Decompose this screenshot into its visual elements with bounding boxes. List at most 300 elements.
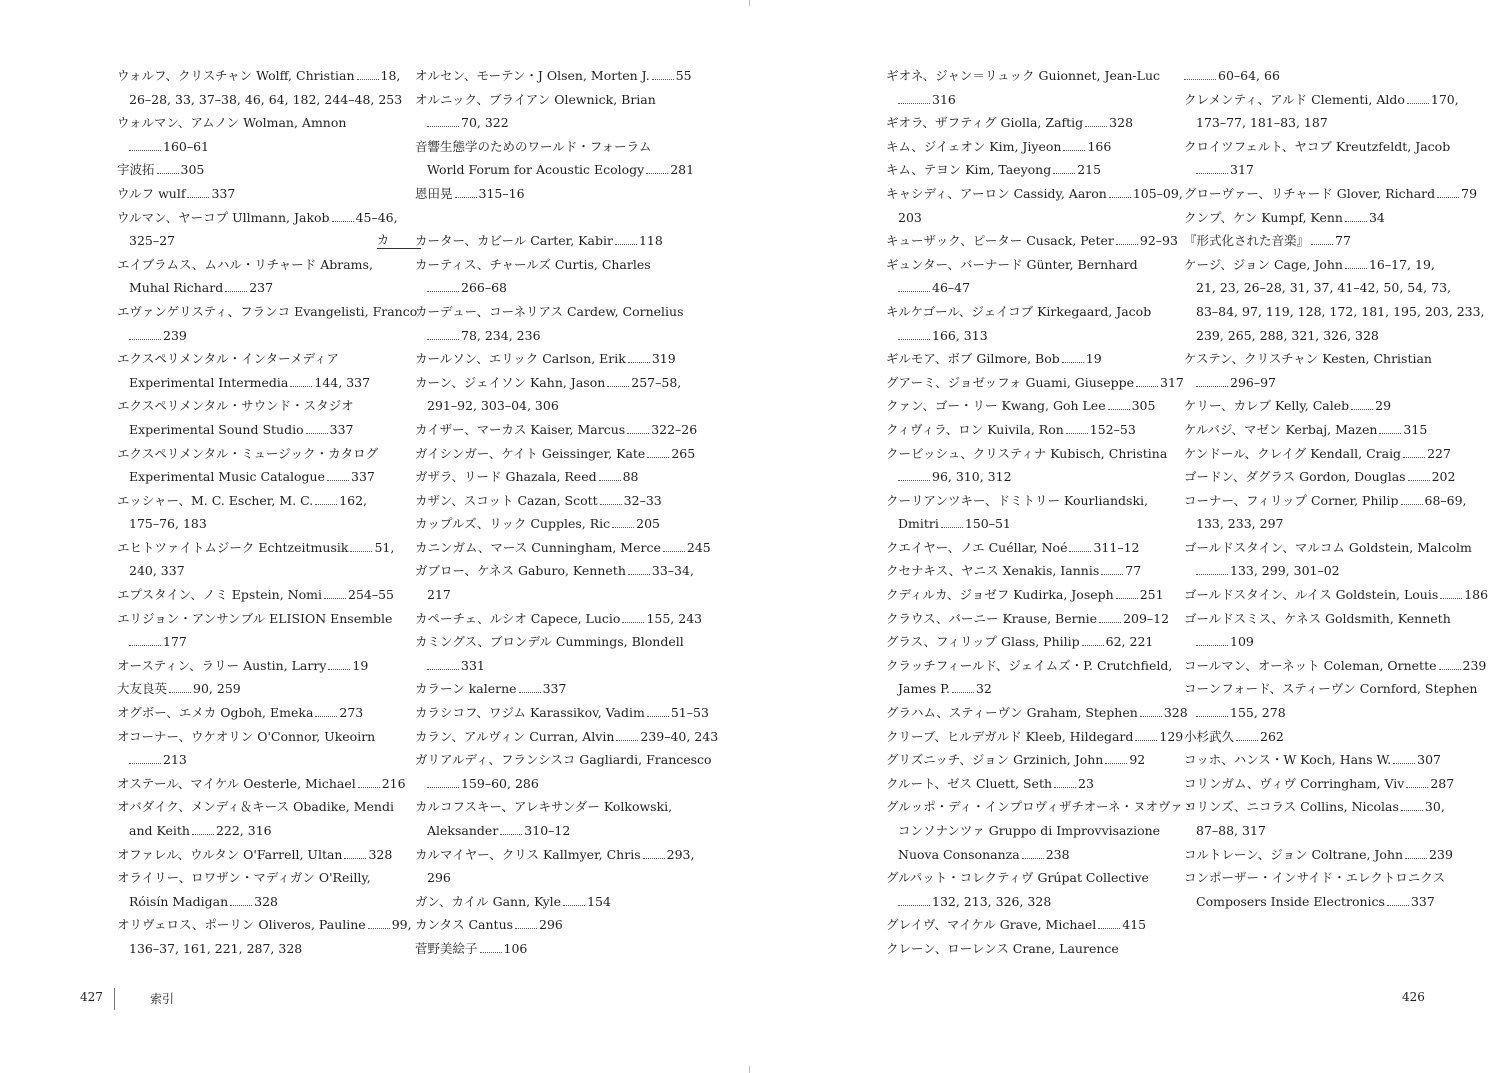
entry-text: ギルモア、ボブ Gilmore, Bob (886, 351, 1060, 367)
entry-line (1184, 489, 1467, 513)
entry-text: カップルズ、リック Cupples, Ric (415, 516, 611, 532)
entry-text: オースティン、ラリー Austin, Larry (117, 657, 327, 673)
leader-dots (652, 78, 674, 80)
leader-dots (1406, 786, 1428, 788)
entry-text: ケルバジ、マゼン Kerbaj, Mazen (1184, 421, 1378, 437)
index-entry (1184, 64, 1429, 88)
entry-text: 240, 337 (129, 563, 185, 579)
entry-line (415, 772, 660, 796)
page-refs: 265 (671, 445, 696, 461)
entry-text: World Forum for Acoustic Ecology (427, 162, 645, 178)
leader-dots (1082, 644, 1104, 646)
blank-line (415, 206, 660, 230)
page-refs: 237 (249, 280, 274, 296)
index-entry (1184, 725, 1429, 749)
entry-line (415, 229, 663, 253)
page-refs: 166, 313 (932, 327, 988, 343)
page-refs: 133, 299, 301–02 (1230, 563, 1340, 579)
index-entry (1184, 88, 1459, 135)
entry-line (886, 182, 1183, 206)
page-refs: 62, 221 (1105, 634, 1154, 650)
index-entry (117, 583, 395, 607)
entry-line (117, 748, 357, 772)
crop-mark-bottom (749, 1066, 750, 1073)
leader-dots (344, 857, 366, 859)
page-refs: 16–17, 19, (1368, 256, 1435, 272)
entry-text: グラス、フィリップ Glass, Philip (886, 634, 1080, 650)
entry-line (886, 394, 1156, 418)
page-refs: 79 (1461, 185, 1478, 201)
index-entry (415, 725, 719, 749)
index-entry (117, 654, 369, 678)
entry-line (1184, 559, 1429, 583)
index-entry (886, 772, 1131, 796)
leader-dots (1063, 149, 1085, 151)
index-entry (117, 64, 403, 111)
index-entry (415, 795, 673, 842)
leader-dots (600, 503, 622, 505)
entry-line (415, 819, 660, 843)
page-refs: 239 (1429, 846, 1453, 862)
index-entry (415, 607, 703, 631)
page-refs: 328 (254, 893, 278, 909)
entry-text: キューザック、ピーター Cusack, Peter (886, 233, 1114, 249)
entry-line (117, 300, 418, 324)
index-entry (415, 465, 660, 489)
entry-text: エヴァンゲリスティ、フランコ Evangelisti, Franco (117, 303, 418, 319)
index-column-1 (117, 64, 418, 961)
entry-text: カイザー、マーカス Kaiser, Marcus (415, 421, 626, 437)
entry-line (1184, 465, 1456, 489)
entry-line (886, 347, 1131, 371)
leader-dots (1403, 456, 1425, 458)
page-refs: 77 (1125, 563, 1142, 579)
page-refs: 209–12 (1123, 610, 1170, 626)
page-refs: 238 (1045, 846, 1070, 862)
entry-line (415, 465, 660, 489)
entry-line (415, 748, 712, 772)
index-entry (886, 347, 1131, 371)
entry-line (117, 630, 357, 654)
index-entry (117, 866, 371, 913)
entry-line (415, 677, 660, 701)
entry-line (415, 654, 660, 678)
leader-dots (1379, 432, 1401, 434)
entry-text: 菅野美絵子 (415, 940, 478, 956)
page-refs: 262 (1260, 728, 1284, 744)
index-entry (415, 371, 682, 418)
entry-text: クディルカ、ジョゼフ Kudirka, Joseph (886, 587, 1114, 603)
entry-text: カルマイヤー、クリス Kallmyer, Chris (415, 846, 641, 862)
entry-text: オグボー、エメカ Ogboh, Emeka (117, 705, 314, 721)
entry-line (1184, 88, 1459, 112)
entry-line (117, 489, 368, 513)
page-refs: 328 (368, 846, 393, 862)
leader-dots (1099, 621, 1121, 623)
entry-text: オライリー、ロワザン・マディガン O'Reilly, (117, 870, 371, 886)
entry-line (415, 347, 676, 371)
entry-line (415, 536, 711, 560)
leader-dots (129, 149, 161, 151)
leader-dots (1401, 503, 1423, 505)
index-entry (415, 701, 709, 725)
leader-dots (628, 573, 650, 575)
entry-line (117, 371, 371, 395)
right-page-number: 426 (1402, 990, 1425, 1004)
leader-dots (1345, 267, 1367, 269)
index-entry (886, 630, 1154, 654)
leader-dots (1196, 644, 1228, 646)
page-refs: 99, (391, 917, 412, 933)
entry-text: エイブラムス、ムハル・リチャード Abrams, (117, 256, 373, 272)
leader-dots (427, 290, 459, 292)
leader-dots (1136, 385, 1158, 387)
index-entry (117, 701, 364, 725)
entry-line (1184, 512, 1429, 536)
entry-line (1184, 890, 1435, 914)
page-refs: 245 (686, 539, 711, 555)
entry-text: James P. (898, 681, 950, 697)
entry-text: コルトレーン、ジョン Coltrane, John (1184, 846, 1404, 862)
index-entry (1184, 772, 1455, 796)
page-refs: 310–12 (524, 823, 571, 838)
entry-line (117, 512, 357, 536)
entry-line (415, 843, 695, 867)
leader-dots (1135, 739, 1157, 741)
entry-text: 恩田晃 (415, 185, 453, 201)
entry-text: ゴールドスタイン、マルコム Goldstein, Malcolm (1184, 539, 1472, 555)
entry-line (886, 489, 1148, 513)
index-entry (1184, 465, 1456, 489)
entry-line (415, 88, 660, 112)
entry-line (886, 512, 1131, 536)
leader-dots (607, 385, 629, 387)
leader-dots (1407, 102, 1429, 104)
entry-line (415, 725, 719, 749)
entry-text: コッホ、ハンス・W Koch, Hans W. (1184, 752, 1392, 768)
page-refs: 316 (932, 91, 956, 107)
entry-text: 大友良英 (117, 681, 168, 697)
leader-dots (315, 503, 337, 505)
entry-text: クロイツフェルト、ヤコブ Kreutzfeldt, Jacob (1184, 138, 1451, 154)
index-entry (886, 135, 1131, 159)
entry-text: ゴールドスタイン、ルイス Goldstein, Louis (1184, 587, 1439, 603)
entry-line (886, 748, 1146, 772)
entry-line (117, 654, 369, 678)
entry-text: クービッシュ、クリスティナ Kubisch, Christina (886, 445, 1168, 461)
index-entry (117, 442, 379, 489)
leader-dots (455, 196, 477, 198)
entry-text: キム、テヨン Kim, Taeyong (886, 162, 1052, 178)
page-refs: 160–61 (163, 138, 210, 154)
entry-line (117, 182, 357, 206)
index-entry (1184, 536, 1472, 583)
entry-text: クレメンティ、アルド Clementi, Aldo (1184, 91, 1405, 107)
page-refs: 29 (1375, 398, 1392, 414)
index-entry (886, 795, 1196, 866)
entry-text: カザン、スコット Cazan, Scott (415, 492, 598, 508)
leader-dots (1066, 432, 1088, 434)
index-entry (1184, 607, 1451, 654)
leader-dots (941, 526, 963, 528)
running-footer-title: 索引 (150, 992, 175, 1006)
entry-text: 『形式化された音楽』 (1184, 233, 1310, 249)
entry-line (117, 583, 395, 607)
index-entry (415, 630, 684, 677)
leader-dots (898, 904, 930, 906)
page-refs: 92 (1129, 752, 1146, 768)
index-entry (415, 937, 660, 961)
entry-line (1184, 300, 1485, 324)
index-entry (117, 182, 357, 206)
index-entry (415, 559, 694, 606)
entry-line (886, 654, 1173, 678)
index-entry (415, 843, 695, 890)
index-entry (1184, 206, 1429, 230)
entry-text: Muhal Richard (129, 280, 224, 296)
entry-text: キム、ジイェオン Kim, Jiyeon (886, 138, 1062, 154)
entry-line (886, 253, 1138, 277)
page-refs: 213 (163, 752, 187, 768)
entry-line (886, 583, 1164, 607)
page-refs: 60–64, 66 (1218, 68, 1280, 83)
entry-line (415, 276, 660, 300)
page-refs: 46–47 (932, 280, 971, 296)
page-refs: 33–34, (651, 563, 694, 579)
index-entry (415, 748, 712, 795)
entry-text: ギオラ、ザフティグ Giolla, Zaftig (886, 115, 1084, 131)
leader-dots (1196, 385, 1228, 387)
entry-line (117, 276, 357, 300)
leader-dots (1345, 220, 1367, 222)
entry-line (1184, 607, 1451, 631)
page-refs: 239 (163, 327, 187, 343)
leader-dots (898, 479, 930, 481)
entry-text: オルニック、ブライアン Olewnick, Brian (415, 91, 656, 107)
entry-line (886, 442, 1168, 466)
index-entry (117, 158, 357, 182)
entry-line (886, 772, 1131, 796)
entry-text: クリーブ、ヒルデガルド Kleeb, Hildegard (886, 728, 1134, 744)
leader-dots (1393, 762, 1415, 764)
entry-text: クセナキス、ヤニス Xenakis, Iannis (886, 563, 1100, 579)
entry-text: ゴールドスミス、ケネス Goldsmith, Kenneth (1184, 610, 1451, 626)
page-refs: 34 (1368, 209, 1385, 225)
entry-text: エクスペリメンタル・インターメディア (117, 351, 340, 367)
index-entry (415, 913, 660, 937)
entry-line (415, 913, 660, 937)
entry-line (117, 88, 403, 112)
page-refs: 106 (503, 940, 528, 956)
entry-line (886, 701, 1188, 725)
index-entry (415, 442, 696, 466)
index-entry (886, 442, 1168, 489)
index-entry (415, 677, 660, 701)
index-entry (886, 394, 1156, 418)
leader-dots (169, 691, 191, 693)
entry-line (117, 559, 357, 583)
page-refs: 90, 259 (193, 681, 241, 697)
leader-dots (427, 786, 459, 788)
page-refs: 216 (381, 775, 406, 791)
page-refs: 30, (1424, 799, 1445, 815)
page-refs: 96, 310, 312 (932, 469, 1012, 485)
page-refs: 88 (622, 469, 639, 485)
leader-dots (1439, 668, 1461, 670)
index-entry (117, 913, 412, 960)
footer-divider (114, 988, 115, 1010)
entry-text: エヒトツァイトムジーク Echtzeitmusik (117, 539, 349, 555)
entry-line (1184, 418, 1429, 442)
entry-line (886, 276, 1131, 300)
entry-line (415, 512, 660, 536)
entry-line (1184, 795, 1445, 819)
entry-line (1184, 583, 1489, 607)
index-entry (1184, 843, 1453, 867)
page-refs: 317 (1230, 162, 1254, 178)
entry-text: オリヴェロス、ポーリン Oliveros, Pauline (117, 917, 366, 933)
entry-line (1184, 701, 1429, 725)
entry-text: ギオネ、ジャン＝リュック Guionnet, Jean-Luc (886, 68, 1160, 83)
entry-line (1184, 253, 1435, 277)
entry-text: カールソン、エリック Carlson, Erik (415, 351, 626, 367)
index-entry (415, 512, 660, 536)
index-entry (1184, 489, 1467, 536)
entry-line (1184, 772, 1455, 796)
entry-line (117, 135, 357, 159)
entry-line (1184, 866, 1446, 890)
leader-dots (187, 196, 209, 198)
index-entry (415, 88, 660, 135)
index-entry (886, 371, 1184, 395)
index-entry (886, 701, 1188, 725)
leader-dots (129, 338, 161, 340)
entry-line (117, 465, 375, 489)
index-entry (377, 229, 663, 253)
entry-line (117, 607, 393, 631)
leader-dots (898, 290, 930, 292)
entry-text: グローヴァー、リチャード Glover, Richard (1184, 185, 1436, 201)
entry-text: 87–88, 317 (1196, 823, 1266, 838)
entry-line (415, 795, 673, 819)
entry-line (1184, 843, 1453, 867)
index-entry (1184, 418, 1429, 442)
page-refs: 51–53 (670, 705, 709, 721)
leader-dots (1109, 196, 1131, 198)
index-entry (1184, 442, 1451, 466)
entry-text: エッシャー、M. C. Escher, M. C. (117, 492, 314, 508)
page-refs: 317 (1160, 374, 1184, 390)
leader-dots (290, 385, 312, 387)
entry-line (886, 135, 1131, 159)
entry-line (415, 937, 660, 961)
entry-text: ウルフ wulf (117, 185, 186, 201)
leader-dots (129, 644, 161, 646)
entry-line (886, 795, 1196, 819)
entry-line (1184, 654, 1487, 678)
leader-dots (427, 125, 459, 127)
leader-dots (480, 951, 502, 953)
index-entry (886, 253, 1138, 300)
entry-line (415, 182, 660, 206)
entry-text: キャシディ、アーロン Cassidy, Aaron (886, 185, 1107, 201)
page-refs: 257–58, (631, 374, 682, 390)
index-entry (117, 300, 418, 347)
leader-dots (306, 432, 328, 434)
entry-text: カーティス、チャールズ Curtis, Charles (415, 256, 651, 272)
entry-line (886, 630, 1154, 654)
entry-text: ウォルフ、クリスチャン Wolff, Christian (117, 68, 355, 83)
page-refs: 159–60, 286 (461, 775, 539, 791)
page-refs: 305 (1131, 398, 1156, 414)
page-refs: 77 (1335, 233, 1351, 249)
entry-text: コーンフォード、スティーヴン Cornford, Stephen (1184, 681, 1478, 697)
entry-line (886, 64, 1160, 88)
leader-dots (1116, 597, 1138, 599)
entry-line (886, 937, 1131, 961)
entry-line (415, 583, 660, 607)
index-entry (1184, 866, 1446, 913)
leader-dots (1053, 172, 1075, 174)
entry-line (886, 866, 1149, 890)
index-entry (117, 772, 406, 796)
page-refs: 337 (329, 421, 354, 437)
index-entry (117, 725, 376, 772)
index-entry (886, 536, 1140, 560)
index-entry (415, 489, 660, 513)
leader-dots (500, 833, 522, 835)
entry-text: クラッチフィールド、ジェイムズ・P. Crutchfield, (886, 657, 1173, 673)
leader-dots (1140, 715, 1162, 717)
entry-text: コリンガム、ヴィヴ Corringham, Viv (1184, 775, 1405, 791)
entry-line (117, 442, 379, 466)
page-refs: 251 (1139, 587, 1164, 603)
leader-dots (627, 432, 649, 434)
entry-text: コールマン、オーネット Coleman, Ornette (1184, 657, 1437, 673)
entry-text: 小杉武久 (1184, 728, 1235, 744)
page-refs: 415 (1122, 917, 1147, 933)
page-refs: 154 (587, 893, 611, 909)
entry-text: カンタス Cantus (415, 917, 514, 933)
index-entry (415, 536, 711, 560)
entry-line (1184, 371, 1429, 395)
leader-dots (129, 762, 161, 764)
entry-text: オステール、マイケル Oesterle, Michael (117, 775, 356, 791)
entry-text: ゴードン、ダグラス Gordon, Douglas (1184, 469, 1406, 485)
page-refs: 227 (1427, 445, 1451, 461)
page-refs: 186 (1464, 587, 1489, 603)
index-entry (117, 489, 368, 536)
leader-dots (230, 904, 252, 906)
entry-line (886, 536, 1140, 560)
leader-dots (612, 526, 634, 528)
leader-dots (368, 927, 390, 929)
entry-line (886, 725, 1184, 749)
page-refs: 45–46, (355, 209, 398, 225)
entry-line (886, 324, 1131, 348)
entry-line (415, 559, 694, 583)
entry-text: ギュンター、バーナード Günter, Bernhard (886, 256, 1138, 272)
entry-text: グリズニッチ、ジョン Grzinich, John (886, 752, 1104, 768)
entry-line (1184, 276, 1452, 300)
leader-dots (1440, 597, 1462, 599)
entry-line (886, 559, 1142, 583)
page-refs: 296–97 (1230, 374, 1277, 390)
entry-text: カニンガム、マース Cunningham, Merce (415, 539, 661, 555)
entry-text: グルパット・コレクティヴ Grúpat Collective (886, 870, 1149, 886)
entry-text: カミングス、ブロンデル Cummings, Blondell (415, 634, 684, 650)
page-refs: 92–93 (1139, 233, 1178, 249)
